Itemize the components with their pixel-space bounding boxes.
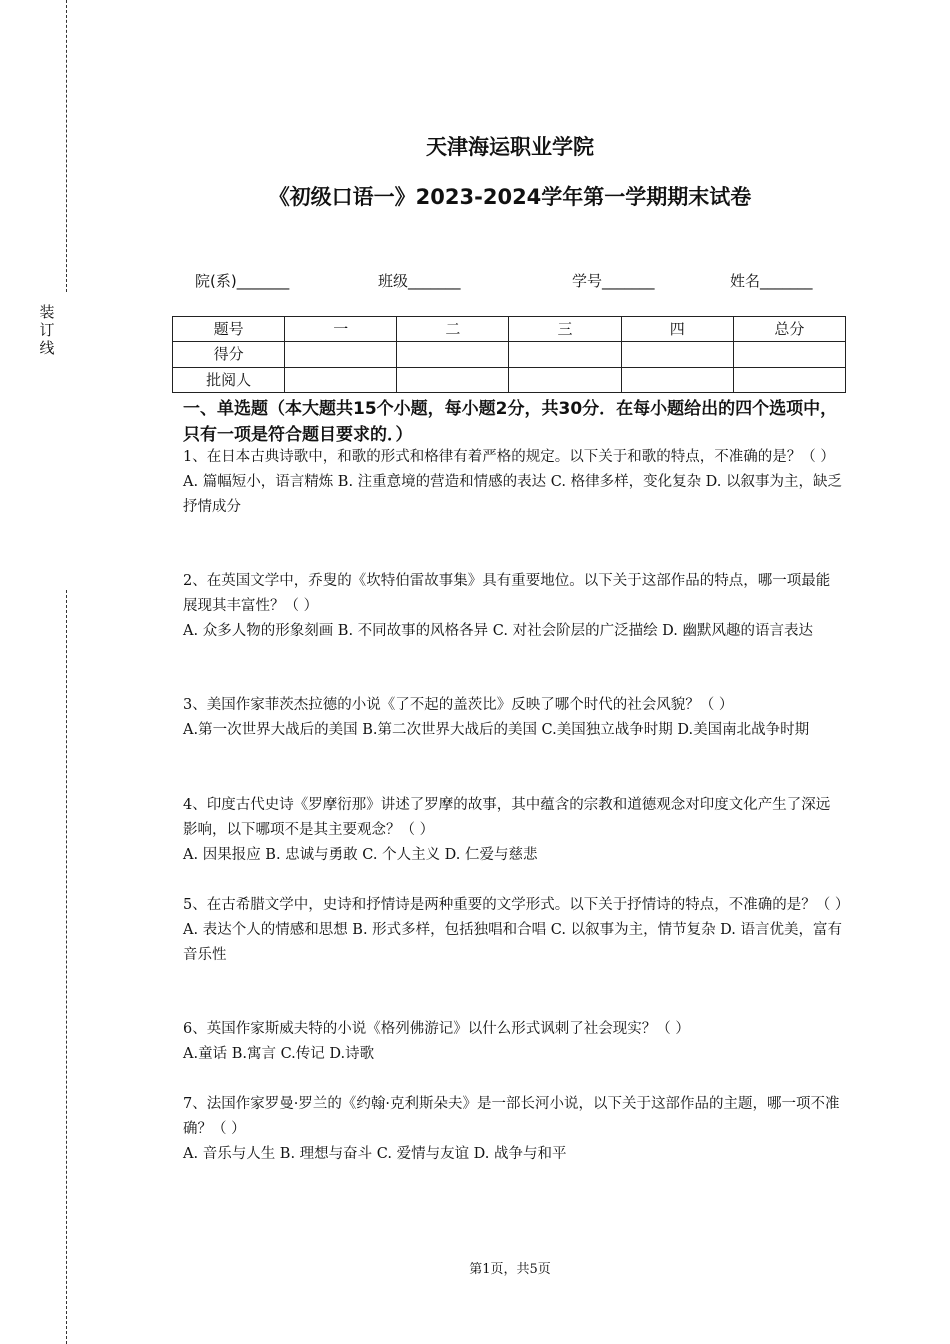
section-heading: 一、单选题（本大题共15个小题，每小题2分，共30分．在每小题给出的四个选项中，只有一项是符合题目要求的．） — [183, 399, 838, 445]
department-field: 院(系)_______ — [195, 272, 290, 290]
reviewer-input-cell — [509, 367, 621, 392]
table-cell: 批阅人 — [173, 367, 285, 392]
student-info-row — [0, 270, 950, 294]
score-row — [173, 342, 846, 367]
score-table — [172, 316, 846, 393]
question-stem: 4、印度古代史诗《罗摩衍那》讲述了罗摩的故事，其中蕴含的宗教和道德观念对印度文化产生了深远影响，以下哪项不是其主要观念？（ ） — [183, 797, 831, 838]
question-options: A. 因果报应 B. 忠诚与勇敢 C. 个人主义 D. 仁爱与慈悲 — [183, 847, 538, 863]
class-field: 班级_______ — [378, 272, 461, 290]
binding-label — [37, 303, 57, 357]
question-item — [183, 1017, 843, 1067]
table-cell: 得分 — [173, 342, 285, 367]
binding-dashed-line-bottom — [66, 590, 67, 1344]
student-id-field: 学号_______ — [572, 272, 655, 290]
reviewer-row — [173, 367, 846, 392]
table-cell: 一 — [285, 317, 397, 342]
binding-char: 线 — [39, 339, 55, 357]
reviewer-input-cell — [733, 367, 845, 392]
question-options: A. 音乐与人生 B. 理想与奋斗 C. 爱情与友谊 D. 战争与和平 — [183, 1146, 567, 1162]
table-cell: 四 — [621, 317, 733, 342]
question-item — [183, 445, 843, 520]
reviewer-input-cell — [621, 367, 733, 392]
question-stem: 6、英国作家斯威夫特的小说《格列佛游记》以什么形式讽刺了社会现实？（ ） — [183, 1021, 690, 1037]
question-item — [183, 893, 850, 968]
score-input-cell — [621, 342, 733, 367]
binding-char: 装 — [39, 303, 55, 321]
question-stem: 2、在英国文学中，乔叟的《坎特伯雷故事集》具有重要地位。以下关于这部作品的特点，哪一项最能展现其丰富性？（ ） — [183, 573, 831, 614]
question-options: A.童话 B.寓言 C.传记 D.诗歌 — [183, 1046, 375, 1062]
score-input-cell — [509, 342, 621, 367]
question-stem: 3、美国作家菲茨杰拉德的小说《了不起的盖茨比》反映了哪个时代的社会风貌？（ ） — [183, 697, 734, 713]
reviewer-input-cell — [397, 367, 509, 392]
question-options: A. 众多人物的形象刻画 B. 不同故事的风格各异 C. 对社会阶层的广泛描绘 D. 幽默风趣的语言表达 — [183, 623, 814, 639]
page-number: 第1页，共5页 — [469, 1262, 551, 1277]
score-input-cell — [733, 342, 845, 367]
name-field: 姓名_______ — [730, 272, 813, 290]
question-stem: 7、法国作家罗曼·罗兰的《约翰·克利斯朵夫》是一部长河小说，以下关于这部作品的主题，哪一项不准确？（ ） — [183, 1096, 840, 1137]
table-cell: 总分 — [733, 317, 845, 342]
question-stem: 5、在古希腊文学中，史诗和抒情诗是两种重要的文学形式。以下关于抒情诗的特点，不准确的是？（ ） — [183, 897, 850, 913]
school-name: 天津海运职业学院 — [426, 135, 594, 159]
score-input-cell — [397, 342, 509, 367]
question-options: A. 篇幅短小，语言精炼 B. 注重意境的营造和情感的表达 C. 格律多样，变化复杂 D. 以叙事为主，缺乏抒情成分 — [183, 474, 843, 515]
table-cell: 三 — [509, 317, 621, 342]
score-input-cell — [285, 342, 397, 367]
question-options: A. 表达个人的情感和思想 B. 形式多样，包括独唱和合唱 C. 以叙事为主，情节复杂 D. 语言优美，富有音乐性 — [183, 922, 843, 963]
table-cell: 题号 — [173, 317, 285, 342]
question-stem: 1、在日本古典诗歌中，和歌的形式和格律有着严格的规定。以下关于和歌的特点，不准确的是？（ ） — [183, 449, 835, 465]
question-item — [183, 569, 843, 644]
reviewer-input-cell — [285, 367, 397, 392]
score-table-header-row — [173, 317, 846, 342]
question-item — [183, 693, 843, 743]
exam-title: 《初级口语一》2023-2024学年第一学期期末试卷 — [268, 185, 752, 209]
question-options: A.第一次世界大战后的美国 B.第二次世界大战后的美国 C.美国独立战争时期 D.美国南北战争时期 — [183, 722, 810, 738]
question-item — [183, 1092, 843, 1167]
binding-char: 订 — [39, 321, 55, 339]
table-cell: 二 — [397, 317, 509, 342]
question-item — [183, 793, 843, 868]
